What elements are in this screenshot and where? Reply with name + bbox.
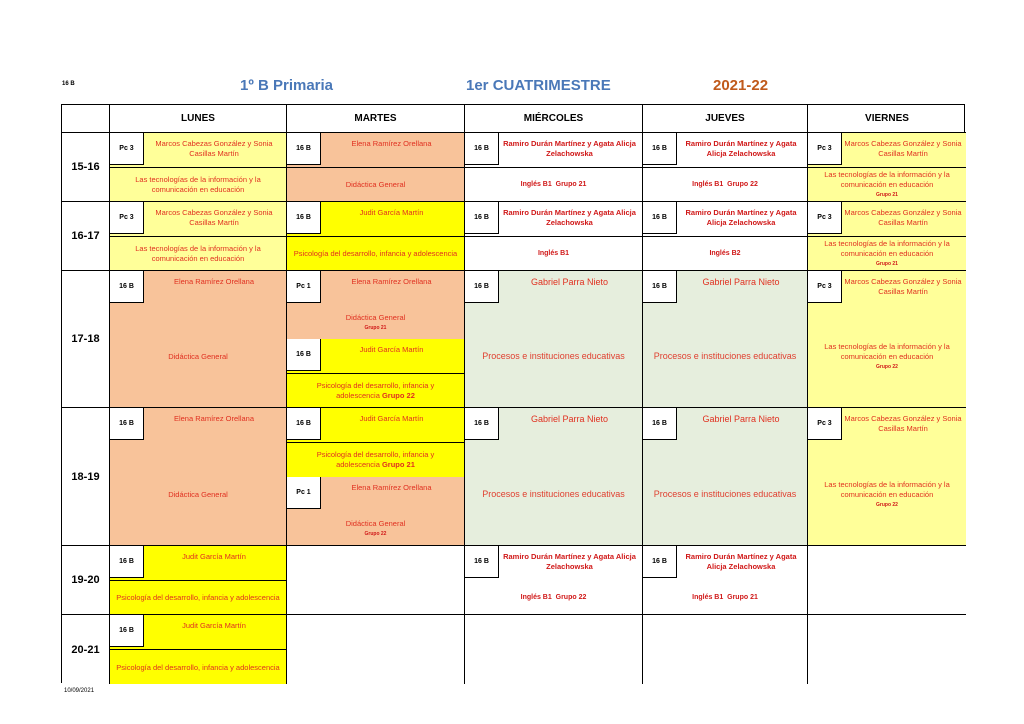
group-label: Grupo 21 xyxy=(876,192,898,198)
room-label: 16 B xyxy=(287,202,321,234)
subject-name: Procesos e instituciones educativas xyxy=(482,488,625,499)
academic-year: 2021-22 xyxy=(713,77,769,94)
teacher-name: Marcos Cabezas González y Sonia Casillas Martín xyxy=(155,208,273,227)
room-label: 16 B xyxy=(643,271,677,303)
slot-monday-17-18 xyxy=(110,271,287,408)
room-label: Pc 3 xyxy=(110,133,144,165)
slot-tuesday-16-17 xyxy=(287,202,465,271)
slot-thursday-17-18 xyxy=(643,271,808,408)
teacher-name: Marcos Cabezas González y Sonia Casillas Martín xyxy=(155,139,273,158)
slot-wednesday-17-18 xyxy=(465,271,643,408)
subject-name: Las tecnologías de la información y la comunicación en educación xyxy=(135,175,261,194)
room-label: 16 B xyxy=(465,546,499,578)
teacher-name: Judit García Martín xyxy=(359,345,424,354)
teacher-name: Marcos Cabezas González y Sonia Casillas Martín xyxy=(844,139,962,158)
subject-name: Procesos e instituciones educativas xyxy=(482,351,625,361)
room-label: 16 B xyxy=(110,408,144,440)
hour-label: 16-17 xyxy=(62,202,110,271)
slot-wednesday-18-19 xyxy=(465,408,643,546)
teacher-name: Gabriel Parra Nieto xyxy=(702,414,780,424)
room-label: Pc 3 xyxy=(808,133,842,165)
teacher-name: Gabriel Parra Nieto xyxy=(530,414,609,424)
slot-monday-18-19 xyxy=(110,408,287,546)
hour-label: 20-21 xyxy=(62,615,110,684)
slot-tuesday-19-20 xyxy=(287,546,465,615)
timetable-grid xyxy=(61,104,965,683)
slot-thursday-16-17 xyxy=(643,202,808,271)
slot-thursday-19-20 xyxy=(643,546,808,615)
teacher-name: Elena Ramírez Orellana xyxy=(173,277,255,286)
teacher-name: Ramiro Durán Martínez y Agata Alicja Zelachowska xyxy=(503,139,636,158)
slot-friday-19-20 xyxy=(808,546,966,615)
slot-wednesday-16-17 xyxy=(465,202,643,271)
slot-monday-19-20 xyxy=(110,546,287,615)
slot-thursday-15-16 xyxy=(643,133,808,202)
group-label: Grupo 21 xyxy=(381,460,415,470)
group-label: Grupo 22 xyxy=(555,594,587,601)
class-group-title: 1º B Primaria xyxy=(240,77,334,94)
teacher-name: Elena Ramírez Orellana xyxy=(351,482,432,492)
room-label: 16 B xyxy=(643,546,677,578)
hour-label: 17-18 xyxy=(62,271,110,408)
slot-friday-18-19 xyxy=(808,408,966,546)
room-label: 16 B xyxy=(643,133,677,165)
teacher-name: Judit García Martín xyxy=(182,552,246,561)
subject-name: Psicología del desarrollo, infancia y adolescencia Grupo 21 xyxy=(316,450,435,470)
teacher-name: Ramiro Durán Martínez y Agata Alicja Zelachowska xyxy=(685,139,797,158)
subject-name: Psicología del desarrollo, infancia y adolescencia xyxy=(116,662,280,672)
teacher-name: Ramiro Durán Martínez y Agata Alicja Zelachowska xyxy=(685,208,797,227)
subject-name: Las tecnologías de la información y la comunicación en educación Grupo 22 xyxy=(824,342,950,370)
group-label: Grupo 21 xyxy=(727,594,758,601)
slot-tuesday-20-21 xyxy=(287,615,465,684)
room-label: 16 B xyxy=(465,202,499,234)
teacher-name: Gabriel Parra Nieto xyxy=(702,277,780,287)
group-label: Grupo 22 xyxy=(876,501,898,508)
teacher-name: Ramiro Durán Martínez y Agata Alicja Zelachowska xyxy=(503,208,636,227)
group-label: Grupo 21 xyxy=(364,325,387,331)
day-header-friday: VIERNES xyxy=(808,105,966,133)
slot-half-group-22 xyxy=(287,477,464,546)
room-label: 16 B xyxy=(643,408,677,440)
teacher-name: Elena Ramírez Orellana xyxy=(351,139,432,148)
subject-name: Procesos e instituciones educativas xyxy=(653,488,797,499)
teacher-name: Ramiro Durán Martínez y Agata Alicja Zelachowska xyxy=(685,552,797,571)
slot-wednesday-20-21 xyxy=(465,615,643,684)
hour-label: 18-19 xyxy=(62,408,110,546)
slot-half-group-22 xyxy=(287,339,464,407)
group-label: Grupo 21 xyxy=(876,261,898,267)
term-title: 1er CUATRIMESTRE xyxy=(466,77,611,94)
subject-name: Didáctica General xyxy=(168,352,228,361)
footer-date: 10/09/2021 xyxy=(64,688,95,694)
room-label: 16 B xyxy=(643,202,677,234)
slot-friday-17-18 xyxy=(808,271,966,408)
room-label: Pc 3 xyxy=(808,408,842,440)
teacher-name: Gabriel Parra Nieto xyxy=(530,277,609,287)
room-label: Pc 3 xyxy=(808,271,842,303)
corner-cell xyxy=(62,105,110,133)
slot-friday-15-16 xyxy=(808,133,966,202)
slot-friday-20-21 xyxy=(808,615,966,684)
slot-monday-20-21 xyxy=(110,615,287,684)
teacher-name: Marcos Cabezas González y Sonia Casillas Martín xyxy=(844,208,962,227)
slot-thursday-20-21 xyxy=(643,615,808,684)
room-label: 16 B xyxy=(110,615,144,647)
subject-name: Didáctica General xyxy=(168,489,228,499)
subject-name: Procesos e instituciones educativas xyxy=(653,351,797,361)
subject-name: Inglés B2 xyxy=(709,250,741,257)
room-label: 16 B xyxy=(287,408,321,440)
slot-tuesday-18-19 xyxy=(287,408,465,546)
teacher-name: Marcos Cabezas González y Sonia Casillas Martín xyxy=(844,414,962,433)
slot-tuesday-17-18 xyxy=(287,271,465,408)
day-header-wednesday: MIÉRCOLES xyxy=(465,105,643,133)
slot-wednesday-15-16 xyxy=(465,133,643,202)
room-label: 16 B xyxy=(465,133,499,165)
day-header-thursday: JUEVES xyxy=(643,105,808,133)
group-label: Grupo 22 xyxy=(876,364,898,370)
room-label: Pc 3 xyxy=(110,202,144,234)
room-label: 16 B xyxy=(110,546,144,578)
subject-name: Didáctica General xyxy=(345,180,406,189)
subject-name: Inglés B1 xyxy=(537,250,570,257)
slot-half-group-21 xyxy=(287,271,464,340)
room-label: 16 B xyxy=(465,408,499,440)
slot-friday-16-17 xyxy=(808,202,966,271)
group-label: Grupo 22 xyxy=(364,530,387,537)
slot-tuesday-15-16 xyxy=(287,133,465,202)
subject-name: Psicología del desarrollo, infancia y adolescencia xyxy=(293,249,458,258)
group-label: Grupo 21 xyxy=(555,181,587,188)
subject-name: Inglés B1 Grupo 22 xyxy=(520,594,587,601)
document-code: 16 B xyxy=(62,81,75,87)
subject-name: Las tecnologías de la información y la comunicación en educación xyxy=(135,244,261,263)
subject-name: Las tecnologías de la información y la comunicación en educación Grupo 21 xyxy=(824,239,950,267)
day-header-tuesday: MARTES xyxy=(287,105,465,133)
subject-name: Inglés B1 Grupo 21 xyxy=(520,181,587,188)
subject-name: Inglés B1 Grupo 21 xyxy=(692,594,758,601)
slot-wednesday-19-20 xyxy=(465,546,643,615)
teacher-name: Elena Ramírez Orellana xyxy=(173,414,255,423)
hour-label: 19-20 xyxy=(62,546,110,615)
subject-name: Didáctica General Grupo 22 xyxy=(345,518,406,537)
slot-monday-16-17 xyxy=(110,202,287,271)
slot-half-group-21 xyxy=(287,408,464,478)
teacher-name: Marcos Cabezas González y Sonia Casillas Martín xyxy=(844,277,962,296)
subject-name: Didáctica General Grupo 21 xyxy=(345,313,406,331)
teacher-name: Judit García Martín xyxy=(182,621,246,630)
teacher-name: Ramiro Durán Martínez y Agata Alicja Zelachowska xyxy=(503,552,636,571)
subject-name: Las tecnologías de la información y la comunicación en educación Grupo 22 xyxy=(824,479,950,508)
subject-name: Psicología del desarrollo, infancia y adolescencia Grupo 22 xyxy=(316,381,435,400)
room-label: Pc 3 xyxy=(808,202,842,234)
slot-thursday-18-19 xyxy=(643,408,808,546)
room-label: Pc 1 xyxy=(287,271,321,303)
room-label: Pc 1 xyxy=(287,477,321,509)
slot-monday-15-16 xyxy=(110,133,287,202)
teacher-name: Elena Ramírez Orellana xyxy=(351,277,432,286)
room-label: 16 B xyxy=(287,339,321,371)
subject-name: Inglés B1 Grupo 22 xyxy=(692,181,758,188)
group-label: Grupo 22 xyxy=(381,391,415,400)
hour-label: 15-16 xyxy=(62,133,110,202)
teacher-name: Judit García Martín xyxy=(359,414,424,423)
subject-name: Psicología del desarrollo, infancia y adolescencia xyxy=(116,593,280,602)
day-header-monday: LUNES xyxy=(110,105,287,133)
subject-name: Las tecnologías de la información y la comunicación en educación Grupo 21 xyxy=(824,170,950,198)
group-label: Grupo 22 xyxy=(727,181,758,188)
room-label: 16 B xyxy=(465,271,499,303)
room-label: 16 B xyxy=(110,271,144,303)
room-label: 16 B xyxy=(287,133,321,165)
teacher-name: Judit García Martín xyxy=(359,208,424,217)
